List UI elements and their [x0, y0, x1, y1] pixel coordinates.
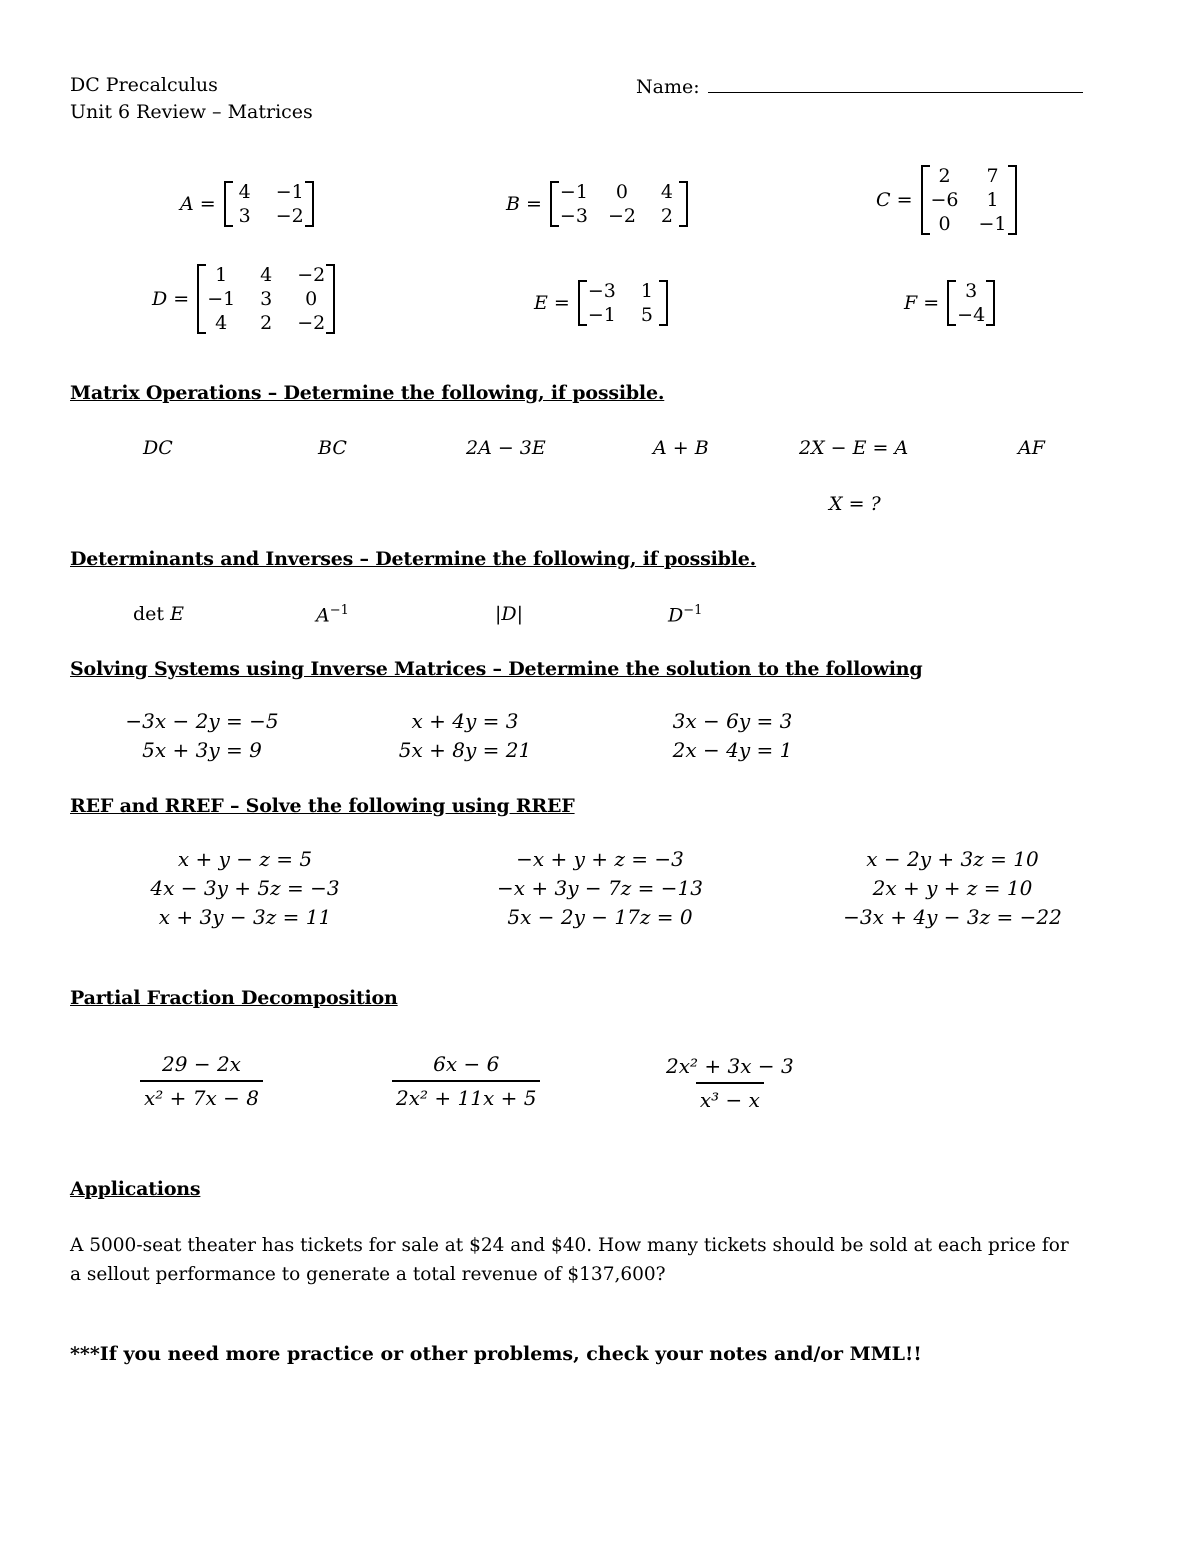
- fraction-numerator: 6x − 6: [433, 1052, 500, 1076]
- applications-heading: Applications: [70, 1178, 201, 1200]
- matrix-cell: −3: [587, 280, 616, 302]
- matrix-cell: 4: [215, 312, 228, 334]
- det-var: E: [170, 603, 184, 625]
- matrix-grid: [197, 264, 335, 334]
- operations-heading: Matrix Operations – Determine the following, if possible.: [70, 382, 665, 404]
- matrix-cell: −4: [957, 304, 986, 326]
- practice-note: ***If you need more practice or other problems, check your notes and/or MML!!: [70, 1343, 922, 1365]
- partial-heading: Partial Fraction Decomposition: [70, 987, 398, 1009]
- equation: −3x − 2y = −5: [125, 709, 279, 733]
- det-word: det: [133, 603, 165, 625]
- systems-heading: Solving Systems using Inverse Matrices – Determine the solution to the following: [70, 658, 923, 680]
- matrix-cell: −1: [207, 288, 236, 310]
- fraction-denominator: x² + 7x − 8: [140, 1080, 263, 1110]
- matrix-cell: 1: [640, 280, 653, 302]
- fraction-denominator: x³ − x: [696, 1082, 764, 1112]
- matrix-a: [180, 181, 314, 227]
- fraction: [392, 1052, 540, 1110]
- equation: x + 4y = 3: [411, 709, 519, 733]
- a-inverse: [316, 603, 349, 626]
- fraction: [140, 1052, 263, 1110]
- matrix-cell: −2: [297, 312, 326, 334]
- system-set: [112, 707, 292, 765]
- equation: 3x − 6y = 3: [672, 709, 793, 733]
- matrix-cell: 2: [260, 312, 273, 334]
- matrix-cell: 4: [238, 181, 251, 203]
- rref-set: [830, 845, 1075, 932]
- matrix-cell: 0: [938, 213, 951, 235]
- application-line: A 5000-seat theater has tickets for sale at $24 and $40. How many tickets should be sold at each price for: [70, 1235, 1069, 1256]
- equation: −3x + 4y − 3z = −22: [843, 905, 1062, 929]
- matrix-cell: 4: [260, 264, 273, 286]
- x-question: X = ?: [829, 493, 881, 515]
- matrix-cell: 0: [305, 288, 318, 310]
- application-line: a sellout performance to generate a total revenue of $137,600?: [70, 1264, 666, 1285]
- equation: 5x + 3y = 9: [142, 738, 262, 762]
- rref-set: [480, 845, 720, 932]
- matrix-cell: 7: [986, 165, 999, 187]
- operation-item: A + B: [653, 437, 709, 459]
- matrix-f: [904, 280, 995, 326]
- operation-item: 2X − E = A: [799, 437, 909, 459]
- a-inverse-base: A: [316, 604, 330, 627]
- matrix-cell: −1: [978, 213, 1007, 235]
- operation-item: AF: [1018, 437, 1045, 459]
- abs-d: |D|: [495, 603, 524, 625]
- rref-set: [130, 845, 360, 932]
- unit-title: Unit 6 Review – Matrices: [70, 101, 313, 123]
- matrix-cell: 1: [215, 264, 228, 286]
- fraction-denominator: 2x² + 11x + 5: [392, 1080, 540, 1110]
- matrix-d: [152, 264, 335, 334]
- matrix-cell: −2: [297, 264, 326, 286]
- equation: 5x + 8y = 21: [398, 738, 532, 762]
- a-inverse-exp: −1: [329, 603, 349, 618]
- name-blank: [708, 74, 1083, 93]
- equation: x + y − z = 5: [177, 847, 313, 871]
- equation: 4x − 3y + 5z = −3: [150, 876, 340, 900]
- determinants-heading: Determinants and Inverses – Determine the following, if possible.: [70, 548, 757, 570]
- equation: 2x + y + z = 10: [872, 876, 1033, 900]
- matrix-label: E =: [534, 292, 570, 314]
- matrix-label: F =: [904, 292, 940, 314]
- matrix-e: [534, 280, 668, 326]
- fraction-numerator: 2x² + 3x − 3: [666, 1054, 794, 1078]
- operation-item: BC: [318, 437, 347, 459]
- fraction-numerator: 29 − 2x: [162, 1052, 241, 1076]
- name-label: Name:: [636, 76, 700, 98]
- matrix-cell: −3: [559, 205, 588, 227]
- equation: −x + 3y − 7z = −13: [497, 876, 703, 900]
- matrix-cell: 0: [615, 181, 628, 203]
- operation-item: DC: [143, 437, 173, 459]
- equation: x + 3y − 3z = 11: [158, 905, 332, 929]
- matrix-cell: 4: [660, 181, 673, 203]
- matrix-cell: 1: [986, 189, 999, 211]
- d-inverse-exp: −1: [683, 603, 703, 618]
- equation: x − 2y + 3z = 10: [866, 847, 1039, 871]
- rref-heading: REF and RREF – Solve the following using RREF: [70, 795, 575, 817]
- matrix-cell: 3: [965, 280, 978, 302]
- operation-item: 2A − 3E: [466, 437, 546, 459]
- matrix-grid: [921, 165, 1017, 235]
- matrix-cell: −1: [587, 304, 616, 326]
- matrix-cell: 5: [640, 304, 653, 326]
- matrix-grid: [224, 181, 314, 227]
- matrix-b: [506, 181, 688, 227]
- application-problem: [70, 1231, 1160, 1289]
- system-set: [660, 707, 805, 765]
- matrix-grid: [947, 280, 995, 326]
- matrix-cell: −6: [930, 189, 959, 211]
- matrix-cell: 2: [660, 205, 673, 227]
- fraction: [662, 1054, 798, 1112]
- matrix-cell: 2: [938, 165, 951, 187]
- matrix-label: B =: [506, 193, 542, 215]
- equation: −x + y + z = −3: [516, 847, 684, 871]
- course-title: DC Precalculus: [70, 74, 218, 96]
- matrix-cell: −2: [607, 205, 636, 227]
- matrix-cell: −1: [275, 181, 304, 203]
- equation: 5x − 2y − 17z = 0: [507, 905, 693, 929]
- equation: 2x − 4y = 1: [672, 738, 793, 762]
- matrix-cell: −2: [275, 205, 304, 227]
- d-inverse-base: D: [668, 604, 684, 627]
- d-inverse: [668, 603, 702, 626]
- matrix-label: A =: [180, 193, 216, 215]
- system-set: [385, 707, 545, 765]
- matrix-label: D =: [152, 288, 190, 310]
- matrix-cell: 3: [260, 288, 273, 310]
- matrix-cell: −1: [559, 181, 588, 203]
- matrix-c: [876, 165, 1017, 235]
- matrix-grid: [550, 181, 688, 227]
- matrix-label: C =: [876, 189, 913, 211]
- matrix-grid: [578, 280, 668, 326]
- matrix-cell: 3: [238, 205, 251, 227]
- det-e: [133, 603, 184, 625]
- name-field: [636, 74, 1083, 98]
